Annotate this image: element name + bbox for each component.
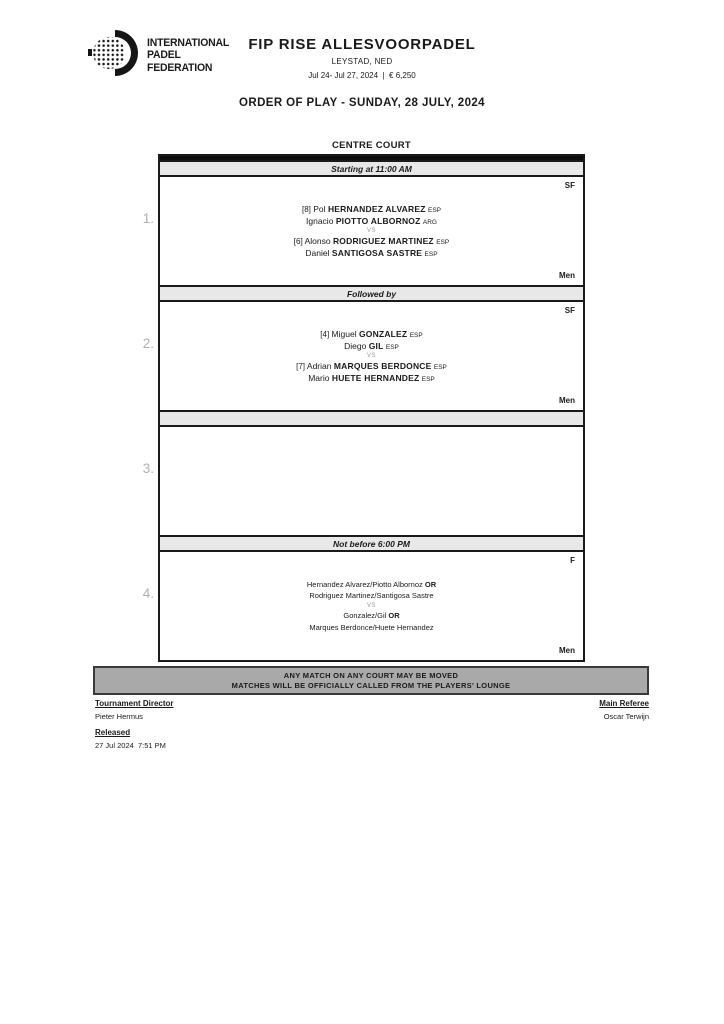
match-1-body [142,177,583,285]
match-3-schedule-bar [160,410,583,427]
player-line [168,216,575,226]
match-3-round [168,431,575,440]
match-3-body [142,427,583,535]
player-country: ESP [433,363,447,371]
notice-box [93,666,649,695]
player-first-name: Daniel [305,247,330,258]
match-1-round: SF [564,181,575,190]
player-last-name: SANTIGOSA SASTRE [331,247,423,258]
team-names: Rodriguez Martinez/Santigosa Sastre [309,591,434,600]
player-country: ESP [436,238,450,246]
released-label: Released [95,728,131,737]
vs-separator: VS [366,227,376,234]
or-label: OR [424,579,437,589]
main-referee-name: Oscar Terwijn [603,712,649,721]
player-line [168,341,575,351]
event-location: LEYSTAD, NED [331,57,393,66]
court-schedule [142,140,585,662]
player-line [168,361,575,371]
match-4-teams [168,577,575,634]
or-label: OR [388,611,400,620]
match-1-schedule: Starting at 11:00 AM [331,163,412,174]
court-table [142,154,585,662]
team-line [168,580,575,589]
match-4-category: Men [559,646,575,655]
player-country: ESP [409,331,423,339]
match-4-body [142,552,583,660]
match-4-schedule: Not before 6:00 PM [333,538,410,549]
order-of-play-title: ORDER OF PLAY - SUNDAY, 28 JULY, 2024 [239,97,485,109]
federation-name-line2: PADEL [147,49,181,62]
match-section-4 [142,535,583,660]
player-last-name: HERNANDEZ ALVAREZ [327,203,426,214]
vs-separator: VS [366,602,376,609]
released-datetime: 27 Jul 2024 7:51 PM [95,741,166,750]
player-last-name: HUETE HERNANDEZ [331,372,420,383]
player-first-name: Diego [344,340,367,351]
player-line [168,373,575,383]
player-seed: [6] [293,236,303,246]
event-header [0,36,724,80]
tournament-director-label: Tournament Director [95,699,174,708]
federation-name-line1: INTERNATIONAL [147,36,230,49]
player-first-name: Ignacio [306,215,334,226]
match-2-round: SF [564,306,575,315]
match-4-number: 4. [142,586,154,601]
player-line [168,248,575,258]
federation-name-line3: FEDERATION [147,61,213,74]
match-2-schedule: Followed by [346,288,397,299]
tournament-director-name: Pieter Hermus [95,712,143,721]
player-line [168,236,575,246]
team-names: Gonzalez/Gil [343,611,387,620]
match-1-number: 1. [142,211,154,226]
player-country: ESP [385,343,399,351]
player-seed: [8] [301,204,311,214]
match-2-schedule-bar [160,285,583,302]
match-section-3 [142,410,583,535]
match-2-number: 2. [142,336,154,351]
event-title: FIP RISE ALLESVOORPADEL [248,36,476,53]
player-seed: [4] [320,329,330,339]
footer-right [599,699,649,728]
team-names: Hernandez Alvarez/Piotto Albornoz [306,579,423,589]
notice-line-2: MATCHES WILL BE OFFICIALLY CALLED FROM THE PLAYERS' LOUNGE [231,680,511,690]
match-1-players [168,202,575,260]
court-name: CENTRE COURT [331,140,412,151]
team-line [168,623,575,632]
team-names: Marques Berdonce/Huete Hernandez [309,622,434,632]
player-first-name: Pol [313,203,326,214]
player-last-name: PIOTTO ALBORNOZ [335,215,421,226]
match-2-category: Men [559,396,575,405]
player-country: ESP [428,206,442,214]
player-line [168,204,575,214]
match-1-schedule-bar [160,160,583,177]
match-4-schedule-bar [160,535,583,552]
team-line [168,591,575,600]
match-4-round: F [570,556,575,565]
footer-left [95,699,174,757]
player-seed: [7] [296,361,305,371]
notice-line-1: ANY MATCH ON ANY COURT MAY BE MOVED [283,670,459,680]
match-section-2 [142,285,583,410]
match-1-category: Men [559,271,575,280]
match-3-category [168,521,575,530]
player-last-name: GIL [368,340,384,351]
player-last-name: RODRIGUEZ MARTINEZ [332,235,434,246]
match-section-1 [142,160,583,285]
main-referee-label: Main Referee [599,699,649,708]
player-last-name: MARQUES BERDONCE [333,360,432,371]
vs-separator: VS [366,352,376,359]
match-2-body [142,302,583,410]
player-first-name: Mario [308,372,330,383]
match-3-number: 3. [142,461,154,476]
player-first-name: Adrian [306,360,332,371]
player-last-name: GONZALEZ [358,328,408,339]
player-line [168,329,575,339]
player-first-name: Alonso [304,235,331,246]
player-country: ESP [421,375,435,383]
event-dates-prize: Jul 24- Jul 27, 2024 | € 6,250 [308,71,416,80]
player-country: ARG [422,218,437,226]
match-2-players [168,327,575,385]
player-first-name: Miguel [331,328,357,339]
team-line [168,611,575,620]
player-country: ESP [424,250,438,258]
